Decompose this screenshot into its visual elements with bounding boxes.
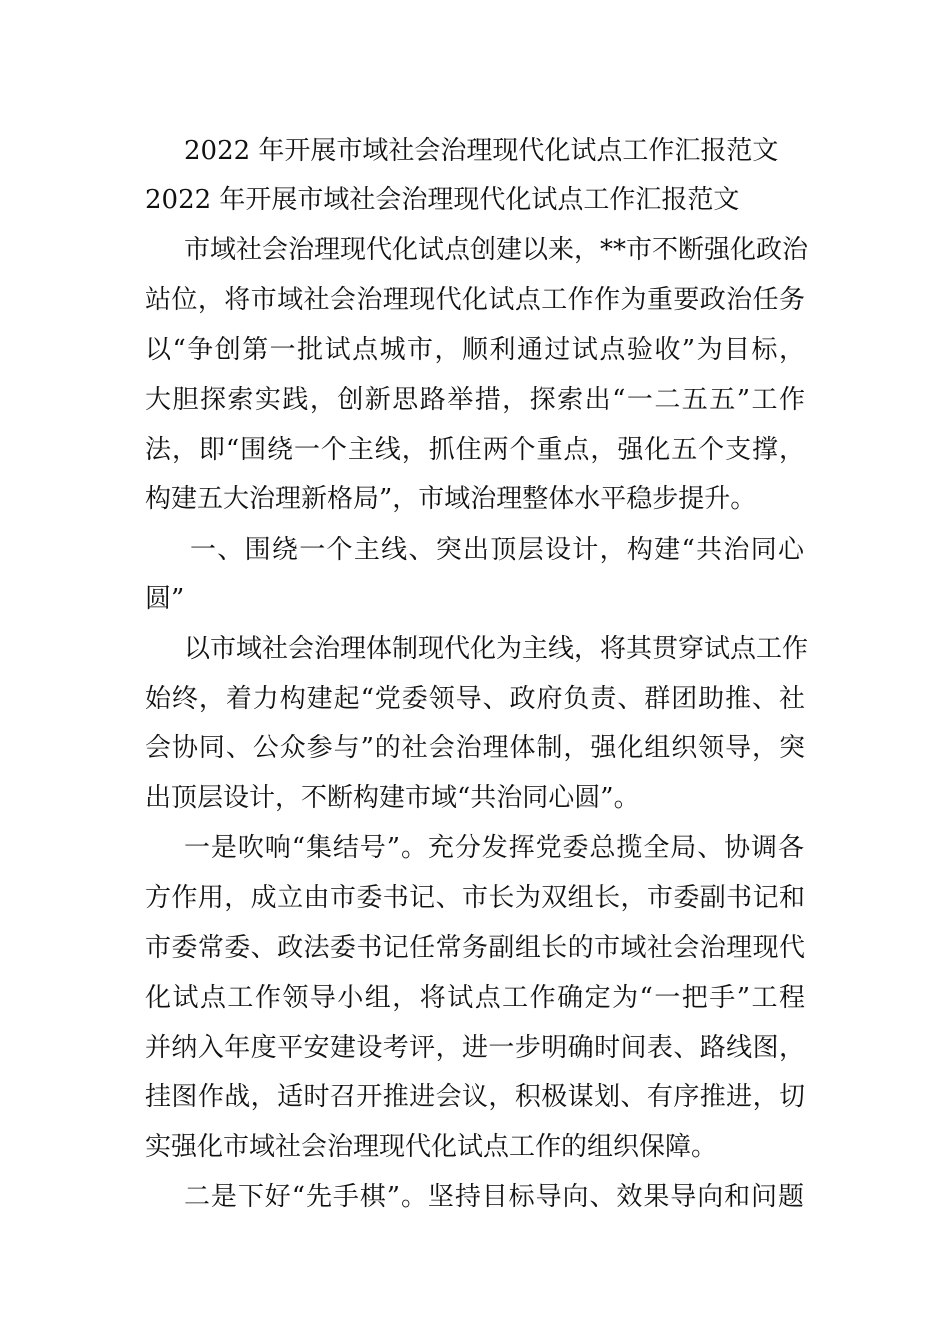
paragraph-line: 二是下好“先手棋”。坚持目标导向、效果导向和问题 — [184, 1182, 804, 1212]
paragraph-line: 会协同、公众参与”的社会治理体制，强化组织领导，突 — [145, 733, 805, 763]
section-heading-line: 圆” — [145, 584, 185, 614]
paragraph-line: 始终，着力构建起“党委领导、政府负责、群团助推、社 — [145, 684, 805, 714]
paragraph-line: 市委常委、政法委书记任常务副组长的市域社会治理现代 — [145, 933, 805, 963]
paragraph-line: 挂图作战，适时召开推进会议，积极谋划、有序推进，切 — [145, 1082, 805, 1112]
paragraph-line: 实强化市域社会治理现代化试点工作的组织保障。 — [145, 1132, 718, 1162]
document-title: 2022 年开展市域社会治理现代化试点工作汇报范文 — [184, 136, 779, 166]
paragraph-line: 化试点工作领导小组，将试点工作确定为“一把手”工程 — [145, 983, 805, 1013]
document-title-repeat: 2022 年开展市域社会治理现代化试点工作汇报范文 — [145, 185, 740, 215]
section-heading-line: 一、围绕一个主线、突出顶层设计，构建“共治同心 — [190, 535, 804, 565]
paragraph-line: 法，即“围绕一个主线，抓住两个重点，强化五个支撑， — [145, 435, 805, 465]
paragraph-line: 市域社会治理现代化试点创建以来，**市不断强化政治 — [184, 235, 809, 265]
paragraph-line: 并纳入年度平安建设考评，进一步明确时间表、路线图， — [145, 1033, 805, 1063]
paragraph-line: 以市域社会治理体制现代化为主线，将其贯穿试点工作 — [184, 634, 809, 664]
paragraph-line: 出顶层设计，不断构建市域“共治同心圆”。 — [145, 783, 640, 813]
paragraph-line: 方作用，成立由市委书记、市长为双组长，市委副书记和 — [145, 883, 805, 913]
paragraph-line: 一是吹响“集结号”。充分发挥党委总揽全局、协调各 — [184, 833, 804, 863]
paragraph-line: 站位，将市域社会治理现代化试点工作作为重要政治任务 — [145, 285, 805, 315]
paragraph-line: 构建五大治理新格局”，市域治理整体水平稳步提升。 — [145, 484, 757, 514]
paragraph-line: 大胆探索实践，创新思路举措，探索出“一二五五”工作 — [145, 385, 805, 415]
paragraph-line: 以“争创第一批试点城市，顺利通过试点验收”为目标， — [145, 335, 805, 365]
